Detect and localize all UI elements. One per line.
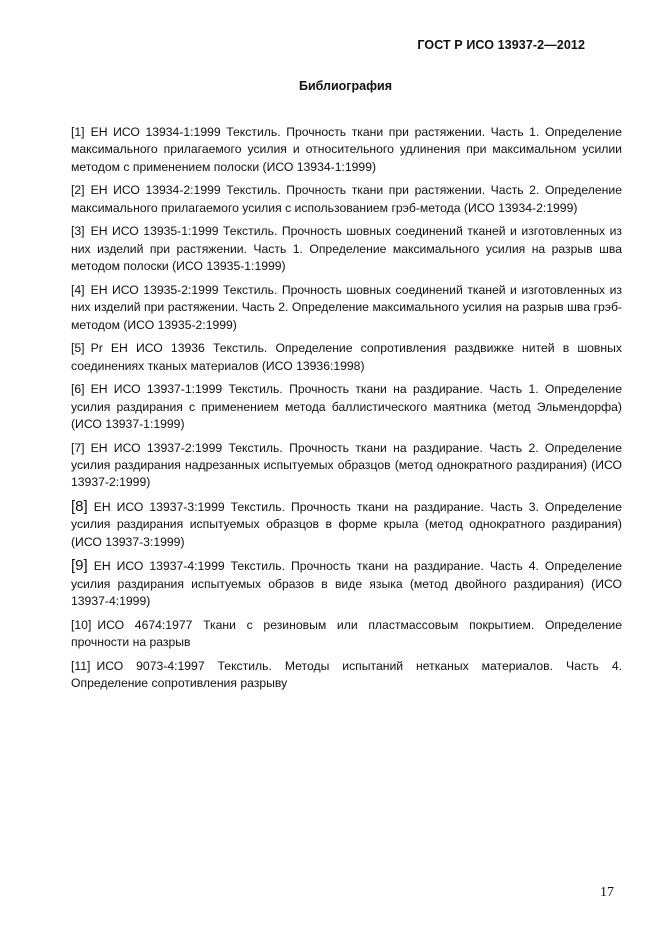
entry-number: [7] xyxy=(71,440,85,455)
bibliography-entry-1 xyxy=(71,124,622,176)
document-code: ГОСТ Р ИСО 13937-2—2012 xyxy=(417,38,585,52)
entry-text: ЕН ИСО 13935-1:1999 Текстиль. Прочность шовных соединений тканей и изготовленных из них изделий при растяжении. Часть 1. Определение максимального усилия на разрыв шва методом полоски (ИСО 13935-1:1999) xyxy=(71,224,622,274)
bibliography-entry-9 xyxy=(71,557,622,610)
entry-number: [6] xyxy=(71,382,85,397)
entry-text: ЕН ИСО 13937-1:1999 Текстиль. Прочность ткани на раздирание. Часть 1. Определение усилия раздирания с применением метода баллистического маятника (метод Эльмендорфа) (ИСО 13937-1:1999) xyxy=(71,382,622,432)
entry-number: [9] xyxy=(71,557,88,575)
bibliography-entry-3 xyxy=(71,223,622,275)
entry-text: ИСО 4674:1977 Ткани с резиновым или пластмассовым покрытием. Определение прочности на разрыв xyxy=(71,617,622,650)
entry-text: ЕН ИСО 13934-2:1999 Текстиль. Прочность ткани при растяжении. Часть 2. Определение максимального прилагаемого усилия с использованием грэб-метода (ИСО 13934-2:1999) xyxy=(71,183,622,215)
entry-number: [4] xyxy=(71,282,85,297)
bibliography-entry-10 xyxy=(71,617,622,652)
page-title: Библиография xyxy=(298,79,393,93)
bibliography-entry-4 xyxy=(71,282,622,334)
bibliography-list xyxy=(71,124,622,699)
entry-number: [1] xyxy=(71,125,85,139)
entry-text: Pr ЕН ИСО 13936 Текстиль. Определение сопротивления раздвижке нитей в шовных соединениях тканых материалов (ИСО 13936:1998) xyxy=(71,341,622,373)
entry-number: [5] xyxy=(71,341,85,356)
entry-text: ИСО 9073-4:1997 Текстиль. Методы испытаний нетканых материалов. Часть 4. Определение сопротивления разрыву xyxy=(71,658,622,691)
entry-text: ЕН ИСО 13937-3:1999 Текстиль. Прочность ткани на раздирание. Часть 3. Определение усилия раздирания испытуемых образцов в форме крыла (метод однократного раздирания) (ИСО 13937-3:1999) xyxy=(71,500,622,549)
entry-number: [8] xyxy=(71,498,88,516)
page-number: 17 xyxy=(600,885,614,900)
entry-number: [11] xyxy=(71,658,91,673)
bibliography-entry-5 xyxy=(71,340,622,375)
entry-text: ЕН ИСО 13937-2:1999 Текстиль. Прочность ткани на раздирание. Часть 2. Определение усилия раздирания надрезанных испытуемых образцов (метод однократного раздирания) (ИСО 13937-2:1999) xyxy=(71,440,622,490)
entry-text: ЕН ИСО 13937-4:1999 Текстиль. Прочность ткани на раздирание. Часть 4. Определение усилия раздирания испытуемых образов в виде языка (метод двойного раздирания) (ИСО 13937-4:1999) xyxy=(71,559,622,609)
entry-number: [10] xyxy=(71,617,92,632)
entry-number: [2] xyxy=(71,183,85,198)
entry-text: ЕН ИСО 13934-1:1999 Текстиль. Прочность ткани при растяжении. Часть 1. Определение максимального прилагаемого усилия и относительного удлинения при максимальном усилии методом с применением полоски (ИСО 13934-1:1999) xyxy=(71,125,622,174)
bibliography-entry-11 xyxy=(71,658,622,693)
bibliography-entry-7 xyxy=(71,440,622,492)
bibliography-entry-8 xyxy=(71,498,622,551)
bibliography-entry-2 xyxy=(71,182,622,217)
bibliography-entry-6 xyxy=(71,381,622,433)
entry-text: ЕН ИСО 13935-2:1999 Текстиль. Прочность шовных соединений тканей и изготовленных из них изделий при растяжении. Часть 2. Определение максимального усилия на разрыв шва грэб-методом (ИСО 13935-2:1999) xyxy=(71,282,622,332)
entry-number: [3] xyxy=(71,224,85,239)
